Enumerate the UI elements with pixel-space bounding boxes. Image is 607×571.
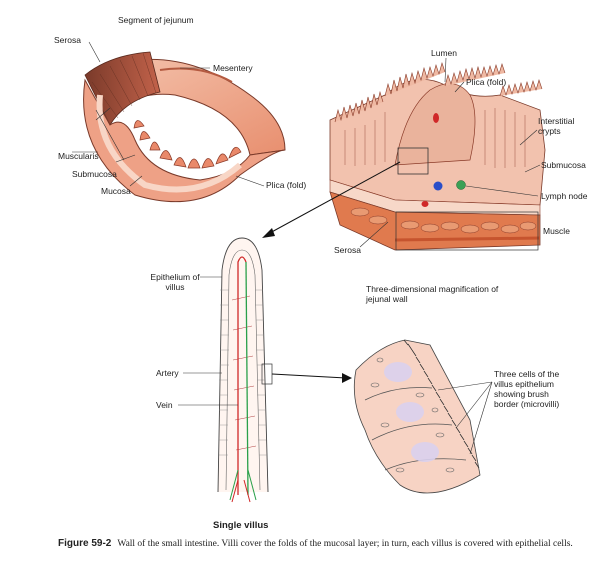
artery-dot [433,113,439,123]
label-artery: Artery [156,368,179,378]
label-serosa-top: Serosa [54,35,81,45]
label-three-cells: Three cells of the villus epithelium showing brush border (microvilli) [494,369,560,409]
label-plica-right: Plica (fold) [466,77,507,87]
label-muscle: Muscle [543,226,570,236]
lymph-node-dot [457,181,466,190]
label-submucosa-left: Submucosa [72,169,117,179]
magnify-arrow-2 [272,374,346,378]
epithelial-cells [354,340,492,493]
vein-dot [434,182,443,191]
nucleus-2 [396,402,424,422]
label-mucosa: Mucosa [101,186,131,196]
single-villus [178,238,352,502]
label-lymph-node: Lymph node [541,191,588,201]
label-interstitial-crypts: Interstitial crypts [538,116,575,136]
label-three-d-magnification: Three-dimensional magnification of jejunal wall [366,284,499,304]
label-plica-left: Plica (fold) [266,180,307,190]
label-lumen: Lumen [431,48,457,58]
figure-number: Figure 59-2 [58,538,112,549]
label-vein: Vein [156,400,173,410]
figure-caption [58,538,578,550]
nucleus-1 [384,362,412,382]
caption-text: Wall of the small intestine. Villi cover the folds of the mucosal layer; in turn, each villus is covered with epithelial cells. [117,539,573,549]
nucleus-3 [411,442,439,462]
label-muscularis: Muscularis [58,151,99,161]
label-submucosa-right: Submucosa [541,160,586,170]
label-segment-of-jejunum: Segment of jejunum [118,15,194,25]
label-epithelium-of-villus: Epithelium of villus [150,272,200,292]
label-serosa-bottom: Serosa [334,245,361,255]
label-single-villus: Single villus [213,520,269,531]
label-mesentery: Mesentery [213,63,253,73]
